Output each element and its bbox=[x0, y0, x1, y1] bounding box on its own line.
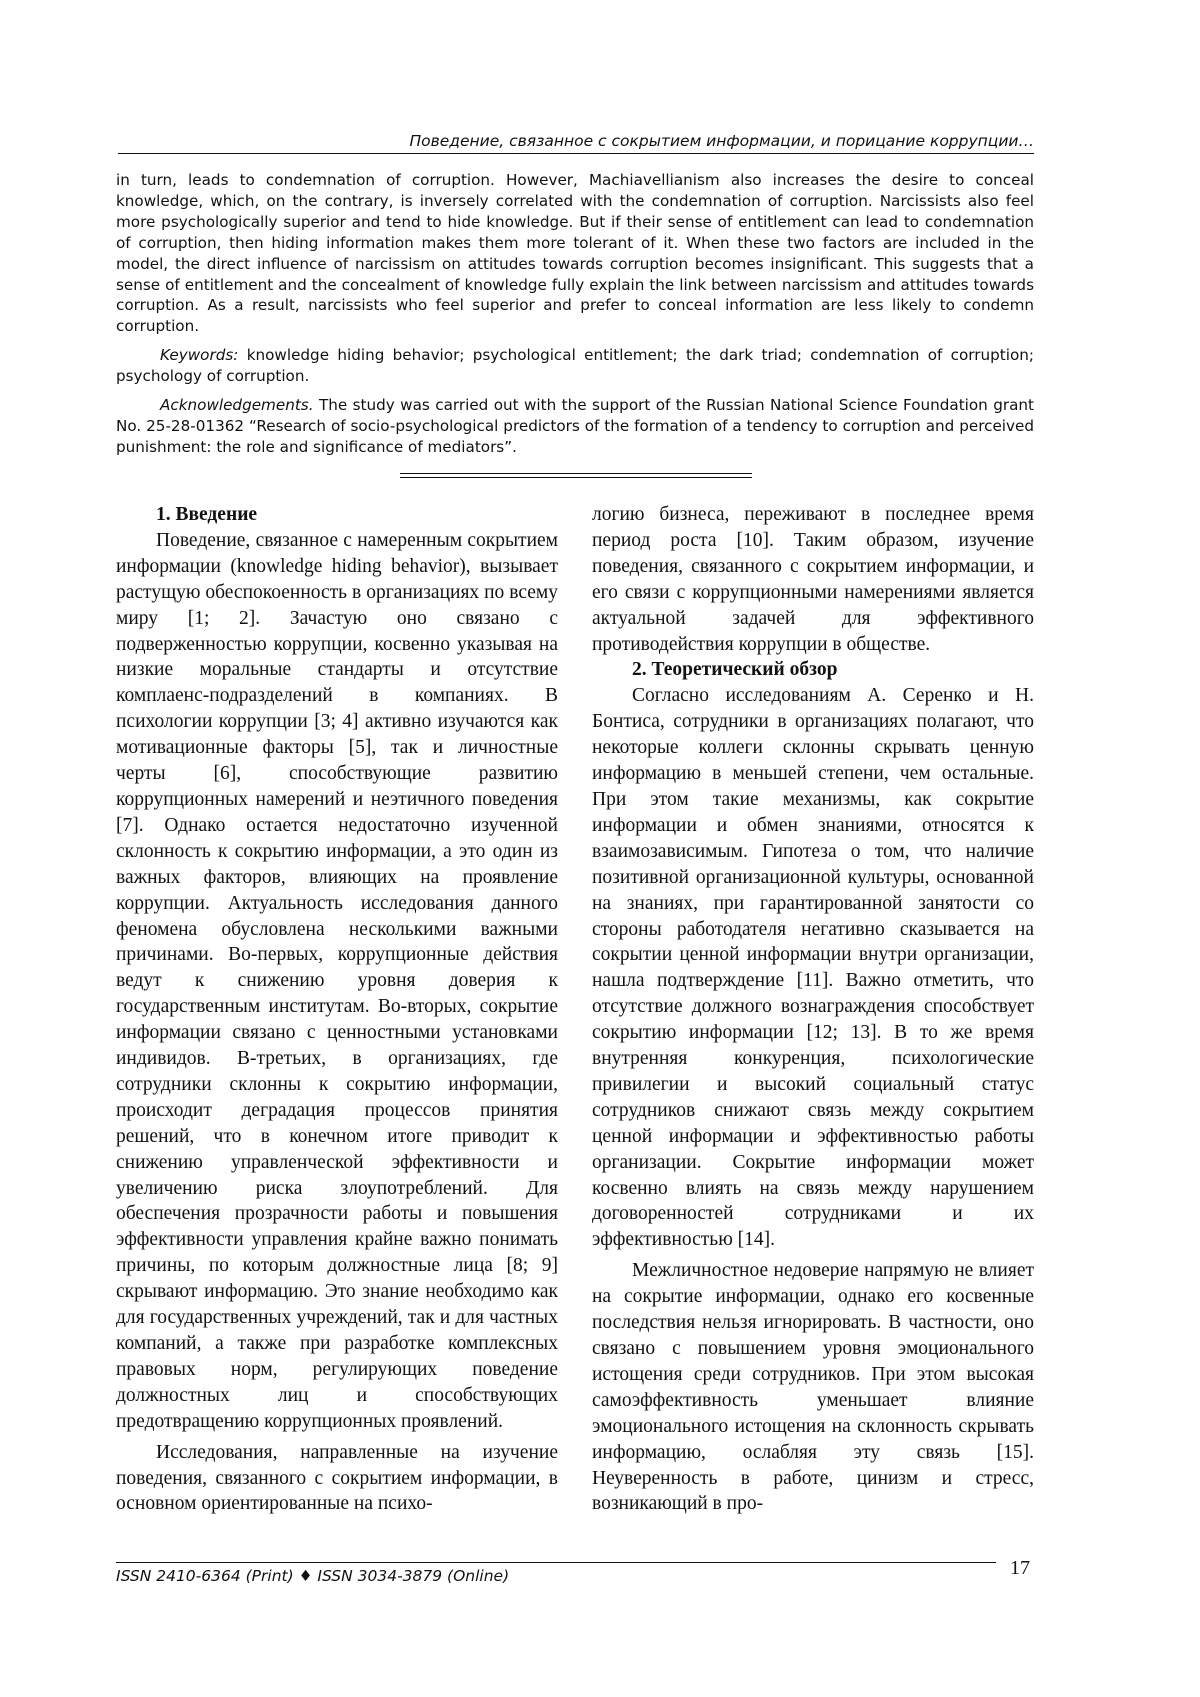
paragraph: Согласно исследованиям А. Серенко и Н. Бонтиса, сотрудники в организациях полагают, что некоторые коллеги склонны скрывать ценную информацию в меньшей степени, чем остальные. При этом такие механизмы, как сокрытие информации и обмен знаниями, относятся к взаимозависимым. Гипотеза о том, что наличие позитивной организационной культуры, основанной на знаниях, при гарантированной занятости со стороны работодателя негативно сказывается на сокрытии ценной информации внутри организации, нашла подтверждение [11]. Важно отметить, что отсутствие должного вознаграждения способствует сокрытию информации [12; 13]. В то же время внутренняя конкуренция, психологические привилегии и высокий социальный статус сотрудников снижают связь между сокрытием ценной информации и эффективностью работы организации. Сокрытие информации может косвенно влиять на связь между нарушением договоренностей сотрудниками и их эффективностью [14]. bbox=[592, 685, 1034, 1251]
right-column bbox=[592, 502, 1034, 1517]
section-heading-introduction: 1. Введение bbox=[156, 504, 258, 525]
page-number: 17 bbox=[1010, 1557, 1030, 1579]
abstract bbox=[116, 170, 1034, 458]
keywords bbox=[116, 345, 1034, 387]
acknowledgements-text: The study was carried out with the support of the Russian National Science Foundation grant No. 25-28-01362 “Research of socio-psychological predictors of the formation of a tendency to corruption and perceived punishment: the role and significance of mediators”. bbox=[116, 396, 1034, 456]
section-heading-review: 2. Теоретический обзор bbox=[632, 659, 838, 681]
keywords-label: Keywords: bbox=[160, 346, 239, 365]
acknowledgements bbox=[116, 395, 1034, 458]
header-rule bbox=[118, 153, 1034, 154]
footer-rule bbox=[116, 1562, 996, 1563]
paragraph: логию бизнеса, переживают в последнее время период роста [10]. Таким образом, изучение поведения, связанного с сокрытием информации, и его связи с коррупционными намерениями является актуальной задачей для эффективного противодействия коррупции в обществе. bbox=[592, 504, 1034, 655]
left-column bbox=[116, 502, 558, 1517]
paragraph: Исследования, направленные на изучение поведения, связанного с сокрытием информации, в основном ориентированные на психо- bbox=[116, 1441, 558, 1515]
issn-footer: ISSN 2410-6364 (Print) ♦ ISSN 3034-3879 (Online) bbox=[116, 1567, 510, 1585]
paragraph: Поведение, связанное с намеренным сокрытием информации (knowledge hiding behavior), вызывает растущую обеспокоенность в организациях по всему миру [1; 2]. Зачастую оно связано с подверженностью коррупции, косвенно указывая на низкие моральные стандарты и отсутствие комплаенс-подразделений в компаниях. В психологии коррупции [3; 4] активно изучаются как мотивационные факторы [5], так и личностные черты [6], способствующие развитию коррупционных намерений и неэтичного поведения [7]. Однако остается недостаточно изученной склонность к сокрытию информации, а это один из важных факторов, влияющих на проявление коррупции. Актуальность исследования данного феномена обусловлена несколькими важными причинами. Во-первых, коррупционные действия ведут к снижению уровня доверия к государственным институтам. Во-вторых, сокрытие информации связано с ценностными установками индивидов. В-третьих, в организациях, где сотрудники склонны к сокрытию информации, происходит деградация процессов принятия решений, что в конечном итоге приводит к снижению управленческой эффективности и увеличению риска злоупотреблений. Для обеспечения прозрачности работы и повышения эффективности управления крайне важно понимать причины, по которым должностные лица [8; 9] скрывают информацию. Это знание необходимо как для государственных учреждений, так и для частных компаний, а также при разработке комплексных правовых норм, регулирующих поведение должностных лиц и способствующих предотвращению коррупционных проявлений. bbox=[116, 529, 558, 1432]
abstract-text: in turn, leads to condemnation of corruption. However, Machiavellianism also increases the desire to conceal knowledge, which, on the contrary, is inversely correlated with the condemnation of corruption. Narcissists also feel more psychologically superior and tend to hide knowledge. But if their sense of entitlement can lead to condemnation of corruption, then hiding information makes them more tolerant of it. When these two factors are included in the model, the direct influence of narcissism on attitudes towards corruption becomes insignificant. This suggests that a sense of entitlement and the concealment of knowledge fully explain the link between narcissism and attitudes towards corruption. As a result, narcissists who feel superior and prefer to conceal information are less likely to condemn corruption. bbox=[116, 171, 1034, 336]
acknowledgements-label: Acknowledgements. bbox=[160, 396, 314, 415]
keywords-text: knowledge hiding behavior; psychological entitlement; the dark triad; condemnation of corruption; psychology of corruption. bbox=[116, 346, 1034, 386]
running-header: Поведение, связанное с сокрытием информации, и порицание коррупции… bbox=[409, 132, 1034, 150]
paragraph: Межличностное недоверие напрямую не влияет на сокрытие информации, однако его косвенные последствия нельзя игнорировать. В частности, оно связано с повышением уровня эмоционального истощения среди сотрудников. При этом высокая самоэффективность уменьшает влияние эмоционального истощения на склонность скрывать информацию, ослабляя эту связь [15]. Неуверенность в работе, цинизм и стресс, возникающий в про- bbox=[592, 1260, 1034, 1515]
section-divider bbox=[400, 473, 752, 478]
